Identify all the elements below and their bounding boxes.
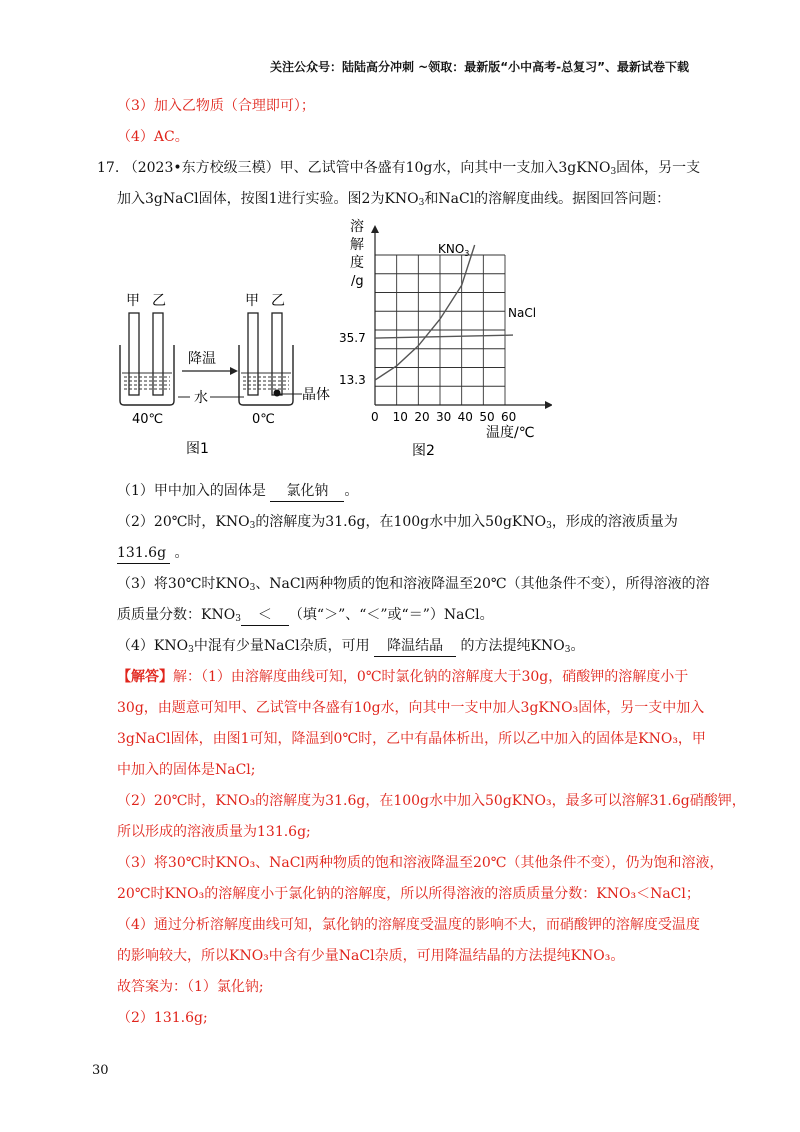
page-number: 30 [92, 1063, 109, 1078]
solution-line-2: 30g，由题意可知甲、乙试管中各盛有10g水，向其中一支中加人3gKNO₃固体，另一支中加入 [117, 700, 705, 716]
x-tick-label: 10 [392, 410, 408, 424]
question-number: 17. [97, 160, 120, 176]
crystal-label: 晶体 [302, 387, 330, 403]
solution-line-1: 【解答】解：（1）由溶解度曲线可知，0℃时氯化钠的溶解度大于30g，硝酸钾的溶解度小于 [117, 669, 689, 685]
label-jia-left: 甲 [126, 293, 140, 309]
tube-yi-left [153, 313, 163, 395]
answer-blank-2: 131.6g [117, 543, 170, 564]
question-stem-line1: 17. （2023•东方校级三模）甲、乙试管中各盛有10g水，向其中一支加入3gKNO$_3$固体，另一支 [97, 160, 701, 177]
kno3-curve [375, 245, 475, 380]
figure2-caption: 图2 [412, 443, 435, 459]
arrow-head [230, 367, 238, 375]
subq-1: （1）甲中加入的固体是 氯化钠 。 [117, 481, 358, 502]
solution-line-10: 的影响较大，所以KNO₃中含有少量NaCl杂质，可用降温结晶的方法提纯KNO₃。 [117, 948, 625, 964]
tube-jia-left [129, 313, 139, 395]
y-axis-arrow [371, 225, 379, 233]
label-jia-right: 甲 [245, 293, 259, 309]
solution-line-5: （2）20℃时，KNO₃的溶解度为31.6g，在100g水中加入50gKNO₃，最多可以溶解31.6g硝酸钾， [117, 793, 746, 809]
y-tick-label: 13.3 [339, 373, 366, 388]
solution-line-6: 所以形成的溶液质量为131.6g; [117, 824, 311, 840]
ylabel-char-3: 度 [350, 255, 364, 271]
solution-line-9: （4）通过分析溶解度曲线可知，氯化钠的溶解度受温度的影响不大，而硝酸钾的溶解度受温度 [117, 917, 700, 933]
question-stem-line2: 加入3gNaCl固体，按图1进行实验。图2为$KNO_3$和NaCl的溶解度曲线。据图回答问题： [117, 191, 671, 208]
ylabel-char-4: /g [351, 274, 364, 289]
subq-3-line1: （3）将30℃时$KNO_3$、NaCl两种物质的饱和溶液降温至20℃（其他条件不变），所得溶液的溶 [117, 576, 710, 593]
x-tick-label: 50 [479, 410, 495, 424]
water-label: 水 [194, 390, 208, 406]
label-yi-left: 乙 [152, 293, 166, 309]
tube-yi-right [272, 313, 282, 395]
series-label-kno3: $KNO_3$ [438, 242, 470, 258]
x-tick-label: 20 [414, 410, 430, 424]
label-yi-right: 乙 [271, 293, 285, 309]
solution-line-3: 3gNaCl固体，由图1可知，降温到0℃时，乙中有晶体析出，所以乙中加入的固体是KNO₃，甲 [117, 731, 706, 747]
nacl-curve [375, 335, 513, 338]
tube-jia-right [248, 313, 258, 395]
y-tick-label: 35.7 [339, 331, 366, 346]
chart-series [375, 245, 513, 380]
experiment-figures [112, 215, 552, 465]
solution-line-4: 中加入的固体是NaCl; [117, 762, 256, 778]
series-label-nacl: NaCl [508, 306, 537, 320]
crystal-dot [274, 390, 281, 397]
beaker-right [239, 345, 293, 405]
chart-ticks [339, 331, 516, 424]
x-axis-arrow [545, 401, 552, 409]
chart-grid [375, 255, 505, 405]
temp-0: 0℃ [252, 412, 275, 427]
solution-tag: 【解答】 [117, 669, 173, 685]
x-tick-label: 60 [501, 410, 517, 424]
x-tick-label: 30 [436, 410, 452, 424]
xlabel: 温度/℃ [486, 425, 535, 441]
final-answer-2: （2）131.6g; [117, 1010, 208, 1026]
prev-answer-3: （3）加入乙物质（合理即可）； [117, 98, 315, 114]
subq-3-line2: 质质量分数：$KNO_3$ ＜ （填“＞”、“＜”或“＝”）NaCl。 [117, 607, 494, 624]
solution-line-7: （3）将30℃时KNO₃、NaCl两种物质的饱和溶液降温至20℃（其他条件不变），仍为饱和溶液， [117, 855, 724, 871]
x-tick-label: 0 [371, 410, 379, 424]
final-answer-title: 故答案为：（1）氯化钠; [117, 979, 264, 995]
answer-blank-4: 降温结晶 [374, 636, 456, 657]
figure2 [339, 218, 552, 459]
page-header: 关注公众号：陆陆高分冲刺 ~领取：最新版“小中高考-总复习”、最新试卷下载 [270, 60, 689, 74]
answer-blank-1: 氯化钠 [270, 481, 344, 502]
prev-answer-4: （4）AC。 [117, 129, 189, 145]
subq-2: （2）20℃时，$KNO_3$的溶解度为31.6g，在100g水中加入50gKNO$_3$，形成的溶液质量为 [117, 514, 678, 531]
subq-2-answer: 131.6g 。 [117, 543, 189, 564]
beaker-left [120, 345, 174, 405]
solution-line-8: 20℃时KNO₃的溶解度小于氯化钠的溶解度，所以所得溶液的溶质质量分数：KNO₃＜NaCl； [117, 886, 700, 902]
temp-40: 40℃ [132, 412, 164, 427]
subq-4: $(4)KNO_3$中混有少量NaCl杂质，可用 降温结晶 的方法提纯$KNO_3$。 [117, 638, 585, 655]
ylabel-char-1: 溶 [350, 219, 364, 235]
figure1 [120, 293, 330, 457]
figure1-caption: 图1 [186, 441, 209, 457]
ylabel-char-2: 解 [350, 237, 364, 253]
answer-blank-3: ＜ [241, 605, 289, 626]
cooling-label: 降温 [188, 351, 216, 367]
x-tick-label: 40 [457, 410, 473, 424]
